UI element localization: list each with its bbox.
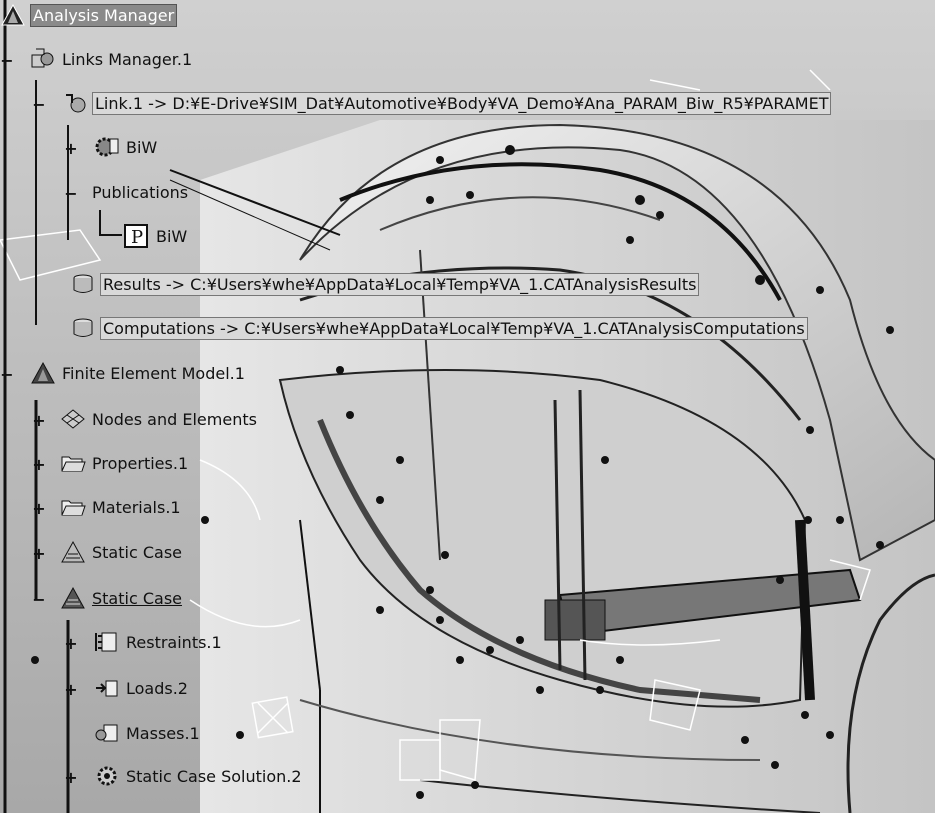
tree-node-restraints[interactable] xyxy=(94,630,224,654)
static-case-icon xyxy=(60,586,86,610)
static-case-icon xyxy=(60,540,86,564)
tree-node-biw[interactable] xyxy=(94,135,159,159)
expand-toggle[interactable]: + xyxy=(64,679,78,699)
tree-node-label: Materials.1 xyxy=(92,497,181,517)
link-icon xyxy=(62,91,88,115)
mass-icon xyxy=(94,721,120,745)
tree-node-label: Results -> C:¥Users¥whe¥AppData¥Local¥Temp¥VA_1.CATAnalysisResults xyxy=(100,273,699,296)
tree-node-materials[interactable] xyxy=(60,495,183,519)
expand-toggle[interactable]: + xyxy=(64,767,78,787)
restraint-icon xyxy=(94,630,120,654)
tree-node-label: Analysis Manager xyxy=(30,4,177,27)
tree-node-label: Masses.1 xyxy=(126,723,200,743)
tree-node-label: BiW xyxy=(156,226,188,246)
fem-icon xyxy=(30,361,56,385)
tree-node-properties[interactable] xyxy=(60,451,190,475)
tree-node-label: BiW xyxy=(126,137,158,157)
tree-node-finite-element-model[interactable] xyxy=(30,361,247,385)
tree-node-static-case-2[interactable] xyxy=(60,586,184,610)
mesh-icon xyxy=(60,407,86,431)
folder-icon xyxy=(60,495,86,519)
tree-node-publication-biw[interactable] xyxy=(124,224,189,248)
tree-node-label: Loads.2 xyxy=(126,678,188,698)
tree-node-label: Finite Element Model.1 xyxy=(62,363,245,383)
publication-icon xyxy=(124,224,150,248)
tree-node-link[interactable] xyxy=(62,91,831,115)
solution-gear-icon xyxy=(94,764,120,788)
tree-node-label: Publications xyxy=(92,182,189,202)
analysis-manager-icon xyxy=(0,3,26,27)
tree-node-label: Link.1 -> D:¥E-Drive¥SIM_Dat¥Automotive¥Body¥VA_Demo¥Ana_PARAM_Biw_R5¥PARAMET xyxy=(92,92,831,115)
links-manager-icon xyxy=(30,47,56,71)
tree-node-publications[interactable] xyxy=(90,180,190,204)
tree-node-results[interactable] xyxy=(70,272,699,296)
gear-part-icon xyxy=(94,135,120,159)
tree-node-label: Static Case Solution.2 xyxy=(126,766,302,786)
expand-toggle[interactable]: + xyxy=(32,543,46,563)
tree-node-label: Static Case xyxy=(92,542,182,562)
collapse-toggle[interactable]: − xyxy=(0,364,14,384)
tree-node-label: Links Manager.1 xyxy=(62,49,193,69)
tree-node-label: Properties.1 xyxy=(92,453,189,473)
load-icon xyxy=(94,676,120,700)
tree-node-label: Static Case xyxy=(92,588,182,608)
tree-node-label: Restraints.1 xyxy=(126,632,222,652)
collapse-toggle[interactable]: − xyxy=(32,589,46,609)
tree-node-static-case-1[interactable] xyxy=(60,540,184,564)
tree-node-static-case-solution[interactable] xyxy=(94,764,304,788)
collapse-toggle[interactable]: − xyxy=(0,50,14,70)
database-icon xyxy=(70,316,96,340)
expand-toggle[interactable]: + xyxy=(32,498,46,518)
tree-node-computations[interactable] xyxy=(70,316,808,340)
folder-icon xyxy=(60,451,86,475)
tree-node-nodes-and-elements[interactable] xyxy=(60,407,259,431)
expand-toggle[interactable]: + xyxy=(32,410,46,430)
tree-node-label: Nodes and Elements xyxy=(92,409,257,429)
expand-toggle[interactable]: + xyxy=(32,454,46,474)
tree-node-analysis-manager[interactable] xyxy=(0,3,177,27)
database-icon xyxy=(70,272,96,296)
tree-node-loads[interactable] xyxy=(94,676,190,700)
expand-toggle[interactable]: + xyxy=(64,633,78,653)
tree-node-masses[interactable] xyxy=(94,721,202,745)
svg-text:P: P xyxy=(131,227,144,248)
tree-node-links-manager[interactable] xyxy=(30,47,194,71)
tree-node-label: Computations -> C:¥Users¥whe¥AppData¥Local¥Temp¥VA_1.CATAnalysisComputations xyxy=(100,317,808,340)
expand-toggle[interactable]: + xyxy=(64,138,78,158)
collapse-toggle[interactable]: − xyxy=(64,183,78,203)
collapse-toggle[interactable]: − xyxy=(32,94,46,114)
